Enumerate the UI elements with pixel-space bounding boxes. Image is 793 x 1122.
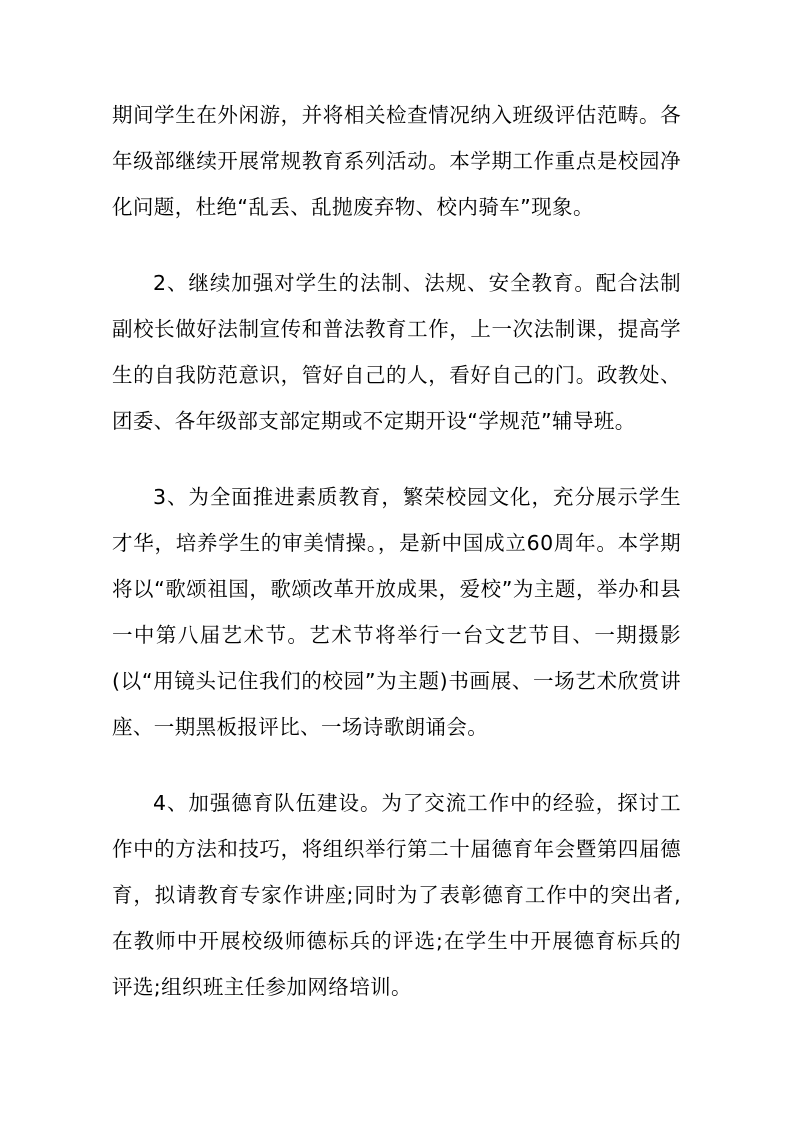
paragraph-2: 2、继续加强对学生的法制、法规、安全教育。配合法制副校长做好法制宣传和普法教育工作，上一次法制课，提高学生的自我防范意识，管好自己的人，看好自己的门。政教处、团委、各年级部支部定期或不定期开设“学规范”辅导班。: [112, 271, 681, 433]
paragraph-4: 4、加强德育队伍建设。为了交流工作中的经验，探讨工作中的方法和技巧，将组织举行第二十届德育年会暨第四届德育，拟请教育专家作讲座;同时为了表彰德育工作中的突出者,在教师中开展校级师德标兵的评选;在学生中开展德育标兵的评选;组织班主任参加网络培训。: [112, 791, 681, 999]
document-body: [112, 92, 681, 1010]
paragraph-3: 3、为全面推进素质教育，繁荣校园文化，充分展示学生才华，培养学生的审美情操。，是新中国成立60周年。本学期将以“歌颂祖国，歌颂改革开放成果，爱校”为主题，举办和县一中第八届艺术节。艺术节将举行一台文艺节目、一期摄影(以“用镜头记住我们的校园”为主题)书画展、一场艺术欣赏讲座、一期黑板报评比、一场诗歌朗诵会。: [112, 485, 681, 739]
paragraph-1: 期间学生在外闲游，并将相关检查情况纳入班级评估范畴。各年级部继续开展常规教育系列活动。本学期工作重点是校园净化问题，杜绝“乱丢、乱抛废弃物、校内骑车”现象。: [112, 103, 681, 219]
